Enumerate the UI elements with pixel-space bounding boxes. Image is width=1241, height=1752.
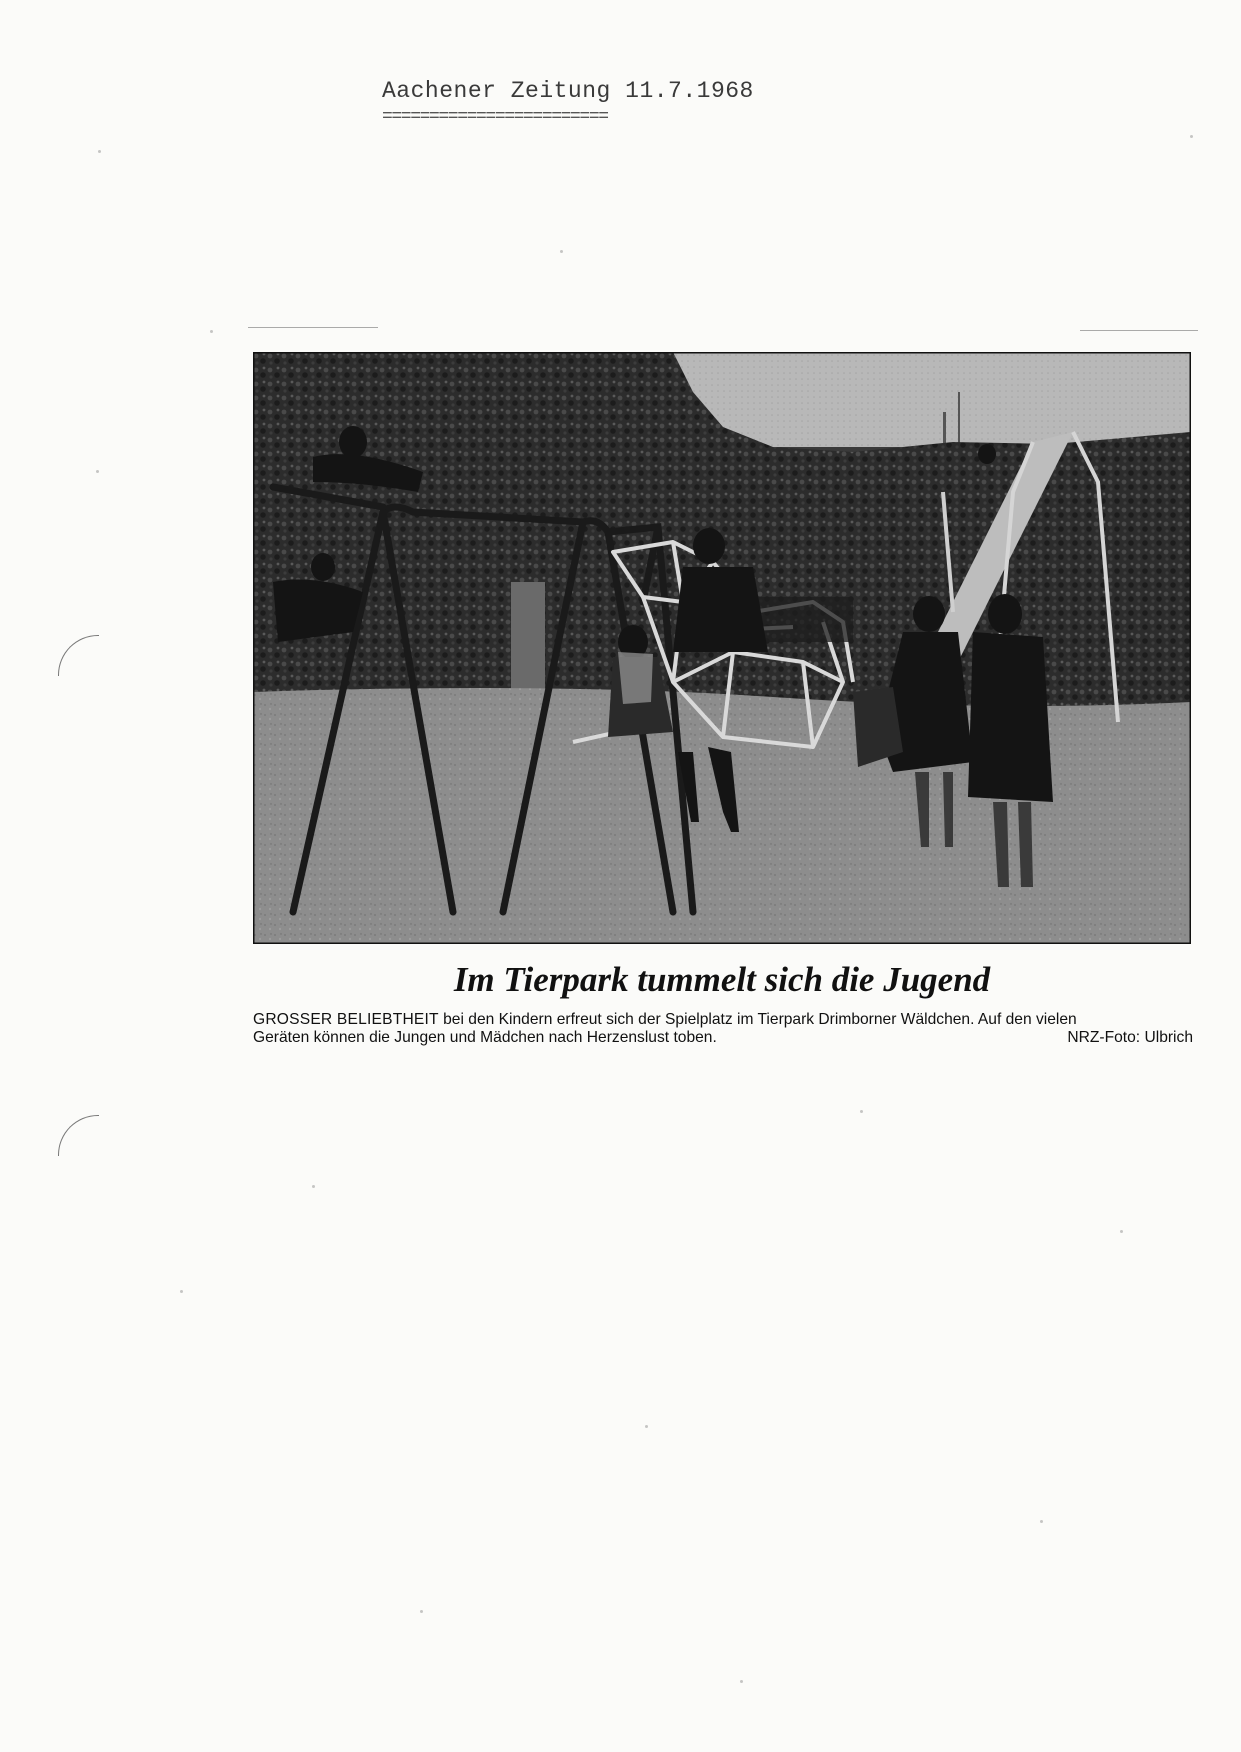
paper-speck — [740, 1680, 743, 1683]
photo-caption — [253, 1011, 1193, 1047]
paper-speck — [1040, 1520, 1043, 1523]
punch-hole-mark-lower — [58, 1115, 99, 1156]
typed-underline: ======================== — [382, 107, 608, 127]
caption-text: Geräten können die Jungen und Mädchen nach Herzenslust toben. — [253, 1029, 717, 1046]
paper-speck — [312, 1185, 315, 1188]
paper-speck — [560, 250, 563, 253]
paper-speck — [420, 1610, 423, 1613]
article-headline: Im Tierpark tummelt sich die Jugend — [453, 960, 991, 999]
paper-speck — [860, 1110, 863, 1113]
caption-line-1 — [253, 1011, 1193, 1029]
clipping-edge-top — [248, 327, 378, 328]
paper-speck — [1190, 135, 1193, 138]
clipping-edge-top — [1080, 330, 1198, 331]
paper-speck — [180, 1290, 183, 1293]
photo-credit: NRZ-Foto: Ulbrich — [1067, 1029, 1193, 1046]
caption-text: bei den Kindern erfreut sich der Spielplatz im Tierpark Drimborner Wäldchen. Auf den vielen — [443, 1011, 1077, 1028]
paper-speck — [98, 150, 101, 153]
caption-line-2 — [253, 1029, 1193, 1047]
newspaper-source-line: Aachener Zeitung 11.7.1968 — [382, 78, 754, 104]
paper-speck — [1120, 1230, 1123, 1233]
paper-speck — [210, 330, 213, 333]
caption-lead-words: GROSSER BELIEBTHEIT — [253, 1011, 439, 1028]
paper-speck — [96, 470, 99, 473]
punch-hole-mark-upper — [58, 635, 99, 676]
paper-speck — [645, 1425, 648, 1428]
playground-photo — [253, 352, 1191, 944]
